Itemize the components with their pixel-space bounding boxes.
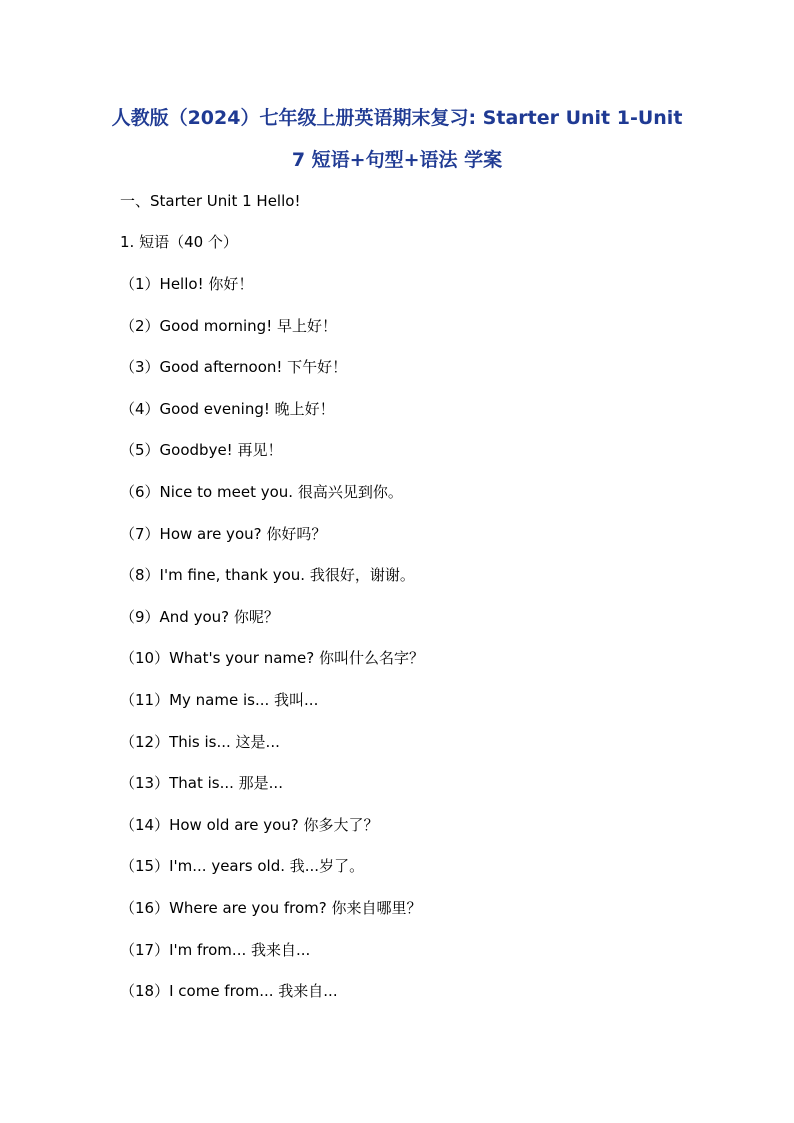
phrase-item: （4）Good evening! 晚上好！ xyxy=(120,400,335,418)
phrase-item: （12）This is... 这是... xyxy=(120,733,280,751)
phrase-item: （11）My name is... 我叫... xyxy=(120,691,319,709)
phrase-item: （5）Goodbye! 再见！ xyxy=(120,441,283,459)
section-heading: 一、Starter Unit 1 Hello! xyxy=(120,192,301,210)
phrase-item: （13）That is... 那是... xyxy=(120,774,283,792)
phrase-item: （8）I'm fine, thank you. 我很好，谢谢。 xyxy=(120,566,415,584)
document-title-line1: 人教版（2024）七年级上册英语期末复习: Starter Unit 1-Unit xyxy=(111,107,683,129)
phrase-item: （3）Good afternoon! 下午好！ xyxy=(120,358,348,376)
phrase-item: （16）Where are you from? 你来自哪里？ xyxy=(120,899,422,917)
subsection-heading: 1. 短语（40 个） xyxy=(120,233,238,251)
phrase-item: （17）I'm from... 我来自... xyxy=(120,941,311,959)
phrase-item: （6）Nice to meet you. 很高兴见到你。 xyxy=(120,483,403,501)
document-title-line2: 7 短语+句型+语法 学案 xyxy=(291,149,503,171)
phrase-item: （1）Hello! 你好！ xyxy=(120,275,254,293)
phrase-item: （7）How are you? 你好吗？ xyxy=(120,525,327,543)
phrase-item: （15）I'm... years old. 我...岁了。 xyxy=(120,857,365,875)
phrase-item: （14）How old are you? 你多大了？ xyxy=(120,816,379,834)
phrase-item: （18）I come from... 我来自... xyxy=(120,982,338,1000)
phrase-item: （9）And you? 你呢？ xyxy=(120,608,279,626)
phrase-item: （10）What's your name? 你叫什么名字？ xyxy=(120,649,424,667)
phrase-item: （2）Good morning! 早上好！ xyxy=(120,317,337,335)
